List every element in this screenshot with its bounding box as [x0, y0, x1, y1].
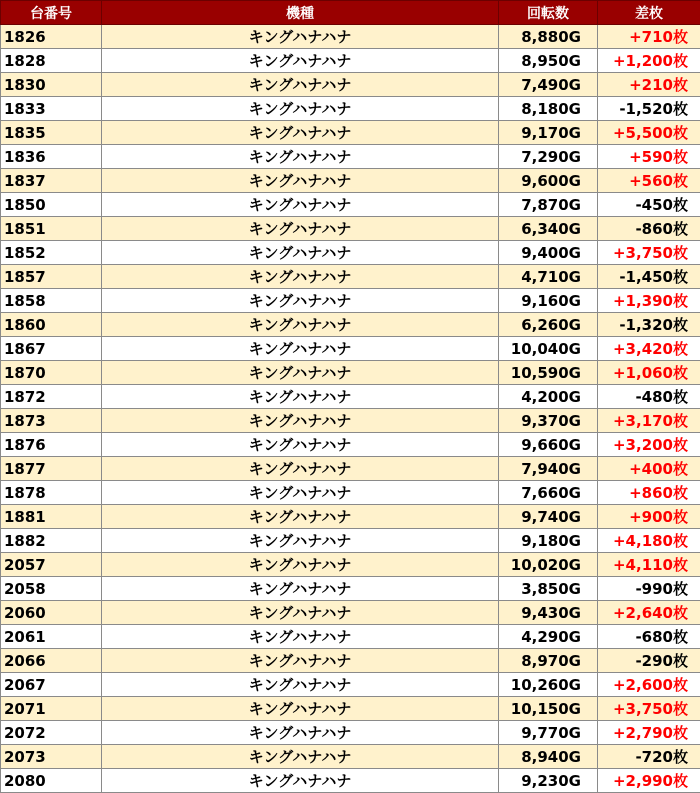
table-row — [1, 97, 700, 121]
table-row — [1, 409, 700, 433]
spin-count-cell: 8,180G — [499, 97, 598, 121]
table-body — [1, 25, 700, 793]
machine-number-cell: 1852 — [1, 241, 102, 265]
coin-difference-cell: +3,750枚 — [598, 241, 700, 265]
machine-number-cell: 2061 — [1, 625, 102, 649]
machine-number-cell: 1876 — [1, 433, 102, 457]
table-row — [1, 25, 700, 49]
coin-difference-cell: +860枚 — [598, 481, 700, 505]
model-name-cell: キングハナハナ — [102, 481, 499, 505]
coin-difference-cell: -480枚 — [598, 385, 700, 409]
machine-number-cell: 1828 — [1, 49, 102, 73]
model-name-cell: キングハナハナ — [102, 649, 499, 673]
spin-count-cell: 8,970G — [499, 649, 598, 673]
machine-number-cell: 1850 — [1, 193, 102, 217]
model-name-cell: キングハナハナ — [102, 289, 499, 313]
model-name-cell: キングハナハナ — [102, 577, 499, 601]
machine-number-cell: 1830 — [1, 73, 102, 97]
coin-difference-cell: +1,390枚 — [598, 289, 700, 313]
model-name-cell: キングハナハナ — [102, 673, 499, 697]
model-name-cell: キングハナハナ — [102, 769, 499, 793]
model-name-cell: キングハナハナ — [102, 145, 499, 169]
coin-difference-cell: -450枚 — [598, 193, 700, 217]
model-name-cell: キングハナハナ — [102, 313, 499, 337]
coin-difference-cell: +400枚 — [598, 457, 700, 481]
coin-difference-cell: +590枚 — [598, 145, 700, 169]
model-name-cell: キングハナハナ — [102, 241, 499, 265]
machine-number-cell: 1851 — [1, 217, 102, 241]
machine-number-cell: 2058 — [1, 577, 102, 601]
machine-number-cell: 1878 — [1, 481, 102, 505]
model-name-cell: キングハナハナ — [102, 433, 499, 457]
coin-difference-cell: +1,200枚 — [598, 49, 700, 73]
table-row — [1, 145, 700, 169]
header-model: 機種 — [102, 1, 499, 25]
spin-count-cell: 6,260G — [499, 313, 598, 337]
machine-number-cell: 1835 — [1, 121, 102, 145]
table-row — [1, 121, 700, 145]
table-row — [1, 721, 700, 745]
table-row — [1, 169, 700, 193]
machine-number-cell: 1858 — [1, 289, 102, 313]
machine-number-cell: 1877 — [1, 457, 102, 481]
coin-difference-cell: +5,500枚 — [598, 121, 700, 145]
machine-number-cell: 1860 — [1, 313, 102, 337]
coin-difference-cell: +3,200枚 — [598, 433, 700, 457]
model-name-cell: キングハナハナ — [102, 529, 499, 553]
table-row — [1, 265, 700, 289]
table-row — [1, 745, 700, 769]
spin-count-cell: 7,490G — [499, 73, 598, 97]
coin-difference-cell: -990枚 — [598, 577, 700, 601]
table-row — [1, 577, 700, 601]
spin-count-cell: 10,020G — [499, 553, 598, 577]
spin-count-cell: 10,260G — [499, 673, 598, 697]
model-name-cell: キングハナハナ — [102, 97, 499, 121]
table-row — [1, 73, 700, 97]
machine-number-cell: 2060 — [1, 601, 102, 625]
coin-difference-cell: +900枚 — [598, 505, 700, 529]
model-name-cell: キングハナハナ — [102, 193, 499, 217]
table-row — [1, 649, 700, 673]
model-name-cell: キングハナハナ — [102, 49, 499, 73]
spin-count-cell: 7,290G — [499, 145, 598, 169]
machine-number-cell: 2073 — [1, 745, 102, 769]
table-row — [1, 337, 700, 361]
machine-number-cell: 1872 — [1, 385, 102, 409]
coin-difference-cell: +1,060枚 — [598, 361, 700, 385]
table-row — [1, 193, 700, 217]
coin-difference-cell: +710枚 — [598, 25, 700, 49]
table-row — [1, 625, 700, 649]
spin-count-cell: 9,770G — [499, 721, 598, 745]
coin-difference-cell: -680枚 — [598, 625, 700, 649]
machine-number-cell: 2067 — [1, 673, 102, 697]
model-name-cell: キングハナハナ — [102, 505, 499, 529]
table-row — [1, 505, 700, 529]
model-name-cell: キングハナハナ — [102, 553, 499, 577]
header-diff: 差枚 — [598, 1, 700, 25]
machine-number-cell: 1873 — [1, 409, 102, 433]
coin-difference-cell: +210枚 — [598, 73, 700, 97]
model-name-cell: キングハナハナ — [102, 721, 499, 745]
coin-difference-cell: +560枚 — [598, 169, 700, 193]
table-row — [1, 553, 700, 577]
spin-count-cell: 8,880G — [499, 25, 598, 49]
model-name-cell: キングハナハナ — [102, 385, 499, 409]
model-name-cell: キングハナハナ — [102, 601, 499, 625]
spin-count-cell: 9,400G — [499, 241, 598, 265]
spin-count-cell: 9,430G — [499, 601, 598, 625]
model-name-cell: キングハナハナ — [102, 217, 499, 241]
table-row — [1, 673, 700, 697]
spin-count-cell: 9,660G — [499, 433, 598, 457]
spin-count-cell: 10,150G — [499, 697, 598, 721]
machine-number-cell: 1881 — [1, 505, 102, 529]
coin-difference-cell: -290枚 — [598, 649, 700, 673]
machine-number-cell: 2080 — [1, 769, 102, 793]
machine-number-cell: 2066 — [1, 649, 102, 673]
model-name-cell: キングハナハナ — [102, 745, 499, 769]
table-row — [1, 769, 700, 793]
coin-difference-cell: +2,790枚 — [598, 721, 700, 745]
table-row — [1, 529, 700, 553]
machine-number-cell: 1836 — [1, 145, 102, 169]
coin-difference-cell: -1,320枚 — [598, 313, 700, 337]
model-name-cell: キングハナハナ — [102, 265, 499, 289]
table-row — [1, 385, 700, 409]
model-name-cell: キングハナハナ — [102, 361, 499, 385]
model-name-cell: キングハナハナ — [102, 25, 499, 49]
table-row — [1, 433, 700, 457]
spin-count-cell: 9,180G — [499, 529, 598, 553]
table-row — [1, 601, 700, 625]
table-row — [1, 241, 700, 265]
spin-count-cell: 7,660G — [499, 481, 598, 505]
spin-count-cell: 7,870G — [499, 193, 598, 217]
spin-count-cell: 3,850G — [499, 577, 598, 601]
spin-count-cell: 4,290G — [499, 625, 598, 649]
coin-difference-cell: +2,640枚 — [598, 601, 700, 625]
spin-count-cell: 9,740G — [499, 505, 598, 529]
model-name-cell: キングハナハナ — [102, 697, 499, 721]
table-row — [1, 697, 700, 721]
spin-count-cell: 9,230G — [499, 769, 598, 793]
table-row — [1, 481, 700, 505]
spin-count-cell: 10,040G — [499, 337, 598, 361]
coin-difference-cell: -720枚 — [598, 745, 700, 769]
model-name-cell: キングハナハナ — [102, 409, 499, 433]
coin-difference-cell: +4,180枚 — [598, 529, 700, 553]
model-name-cell: キングハナハナ — [102, 169, 499, 193]
spin-count-cell: 7,940G — [499, 457, 598, 481]
table-row — [1, 49, 700, 73]
machine-number-cell: 1826 — [1, 25, 102, 49]
model-name-cell: キングハナハナ — [102, 337, 499, 361]
model-name-cell: キングハナハナ — [102, 73, 499, 97]
coin-difference-cell: +3,750枚 — [598, 697, 700, 721]
machine-number-cell: 2057 — [1, 553, 102, 577]
coin-difference-cell: +3,170枚 — [598, 409, 700, 433]
header-spins: 回転数 — [499, 1, 598, 25]
table-row — [1, 313, 700, 337]
model-name-cell: キングハナハナ — [102, 121, 499, 145]
machine-number-cell: 1882 — [1, 529, 102, 553]
table-row — [1, 217, 700, 241]
spin-count-cell: 4,710G — [499, 265, 598, 289]
spin-count-cell: 9,370G — [499, 409, 598, 433]
spin-count-cell: 10,590G — [499, 361, 598, 385]
header-row — [1, 1, 700, 25]
machine-number-cell: 1837 — [1, 169, 102, 193]
coin-difference-cell: +3,420枚 — [598, 337, 700, 361]
spin-count-cell: 6,340G — [499, 217, 598, 241]
machine-number-cell: 1833 — [1, 97, 102, 121]
spin-count-cell: 4,200G — [499, 385, 598, 409]
spin-count-cell: 9,160G — [499, 289, 598, 313]
spin-count-cell: 9,600G — [499, 169, 598, 193]
header-number: 台番号 — [1, 1, 102, 25]
coin-difference-cell: +2,990枚 — [598, 769, 700, 793]
machine-number-cell: 2072 — [1, 721, 102, 745]
spin-count-cell: 9,170G — [499, 121, 598, 145]
coin-difference-cell: +4,110枚 — [598, 553, 700, 577]
table-row — [1, 361, 700, 385]
spin-count-cell: 8,950G — [499, 49, 598, 73]
machine-number-cell: 1867 — [1, 337, 102, 361]
coin-difference-cell: -860枚 — [598, 217, 700, 241]
table-row — [1, 289, 700, 313]
model-name-cell: キングハナハナ — [102, 625, 499, 649]
machine-number-cell: 2071 — [1, 697, 102, 721]
model-name-cell: キングハナハナ — [102, 457, 499, 481]
machine-number-cell: 1857 — [1, 265, 102, 289]
coin-difference-cell: -1,520枚 — [598, 97, 700, 121]
coin-difference-cell: +2,600枚 — [598, 673, 700, 697]
machine-number-cell: 1870 — [1, 361, 102, 385]
coin-difference-cell: -1,450枚 — [598, 265, 700, 289]
spin-count-cell: 8,940G — [499, 745, 598, 769]
table-row — [1, 457, 700, 481]
